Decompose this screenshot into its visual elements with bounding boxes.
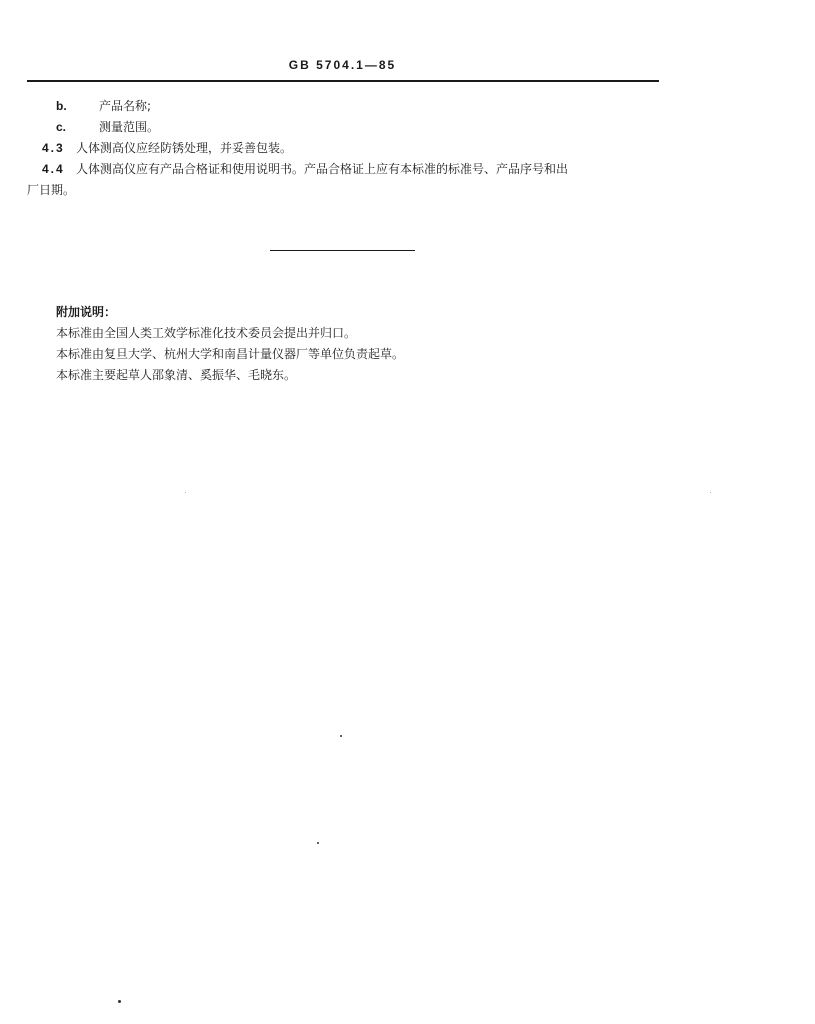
list-item-text: 产品名称; <box>99 99 152 113</box>
list-marker: b. <box>56 99 67 113</box>
clause-text: 人体测高仪应经防锈处理，并妥善包装。 <box>76 141 293 155</box>
list-item-text: 测量范围。 <box>99 120 160 134</box>
list-marker: c. <box>56 120 67 134</box>
scan-speck <box>118 1000 121 1003</box>
scan-speck <box>340 735 342 737</box>
notes-line: 本标准主要起草人邵象清、奚振华、毛晓东。 <box>56 368 297 382</box>
scan-speck <box>185 492 186 493</box>
clause-4-4 <box>42 161 568 177</box>
list-item-b <box>56 98 151 114</box>
clause-number: 4.3 <box>42 141 65 155</box>
end-of-text-rule <box>270 250 415 251</box>
clause-4-3 <box>42 140 292 156</box>
notes-line: 本标准由全国人类工效学标准化技术委员会提出并归口。 <box>56 326 357 340</box>
scan-speck <box>710 492 711 493</box>
scan-speck <box>317 842 319 844</box>
clause-4-4-continuation: 厂日期。 <box>27 183 76 197</box>
clause-number: 4.4 <box>42 162 65 176</box>
standard-code-header: GB 5704.1—85 <box>288 58 397 72</box>
list-item-c <box>56 119 159 135</box>
header-divider <box>27 80 659 82</box>
notes-title: 附加说明： <box>56 305 117 319</box>
notes-line: 本标准由复旦大学、杭州大学和南昌计量仪器厂等单位负责起草。 <box>56 347 405 361</box>
clause-text: 人体测高仪应有产品合格证和使用说明书。产品合格证上应有本标准的标准号、产品序号和出 <box>76 162 569 176</box>
